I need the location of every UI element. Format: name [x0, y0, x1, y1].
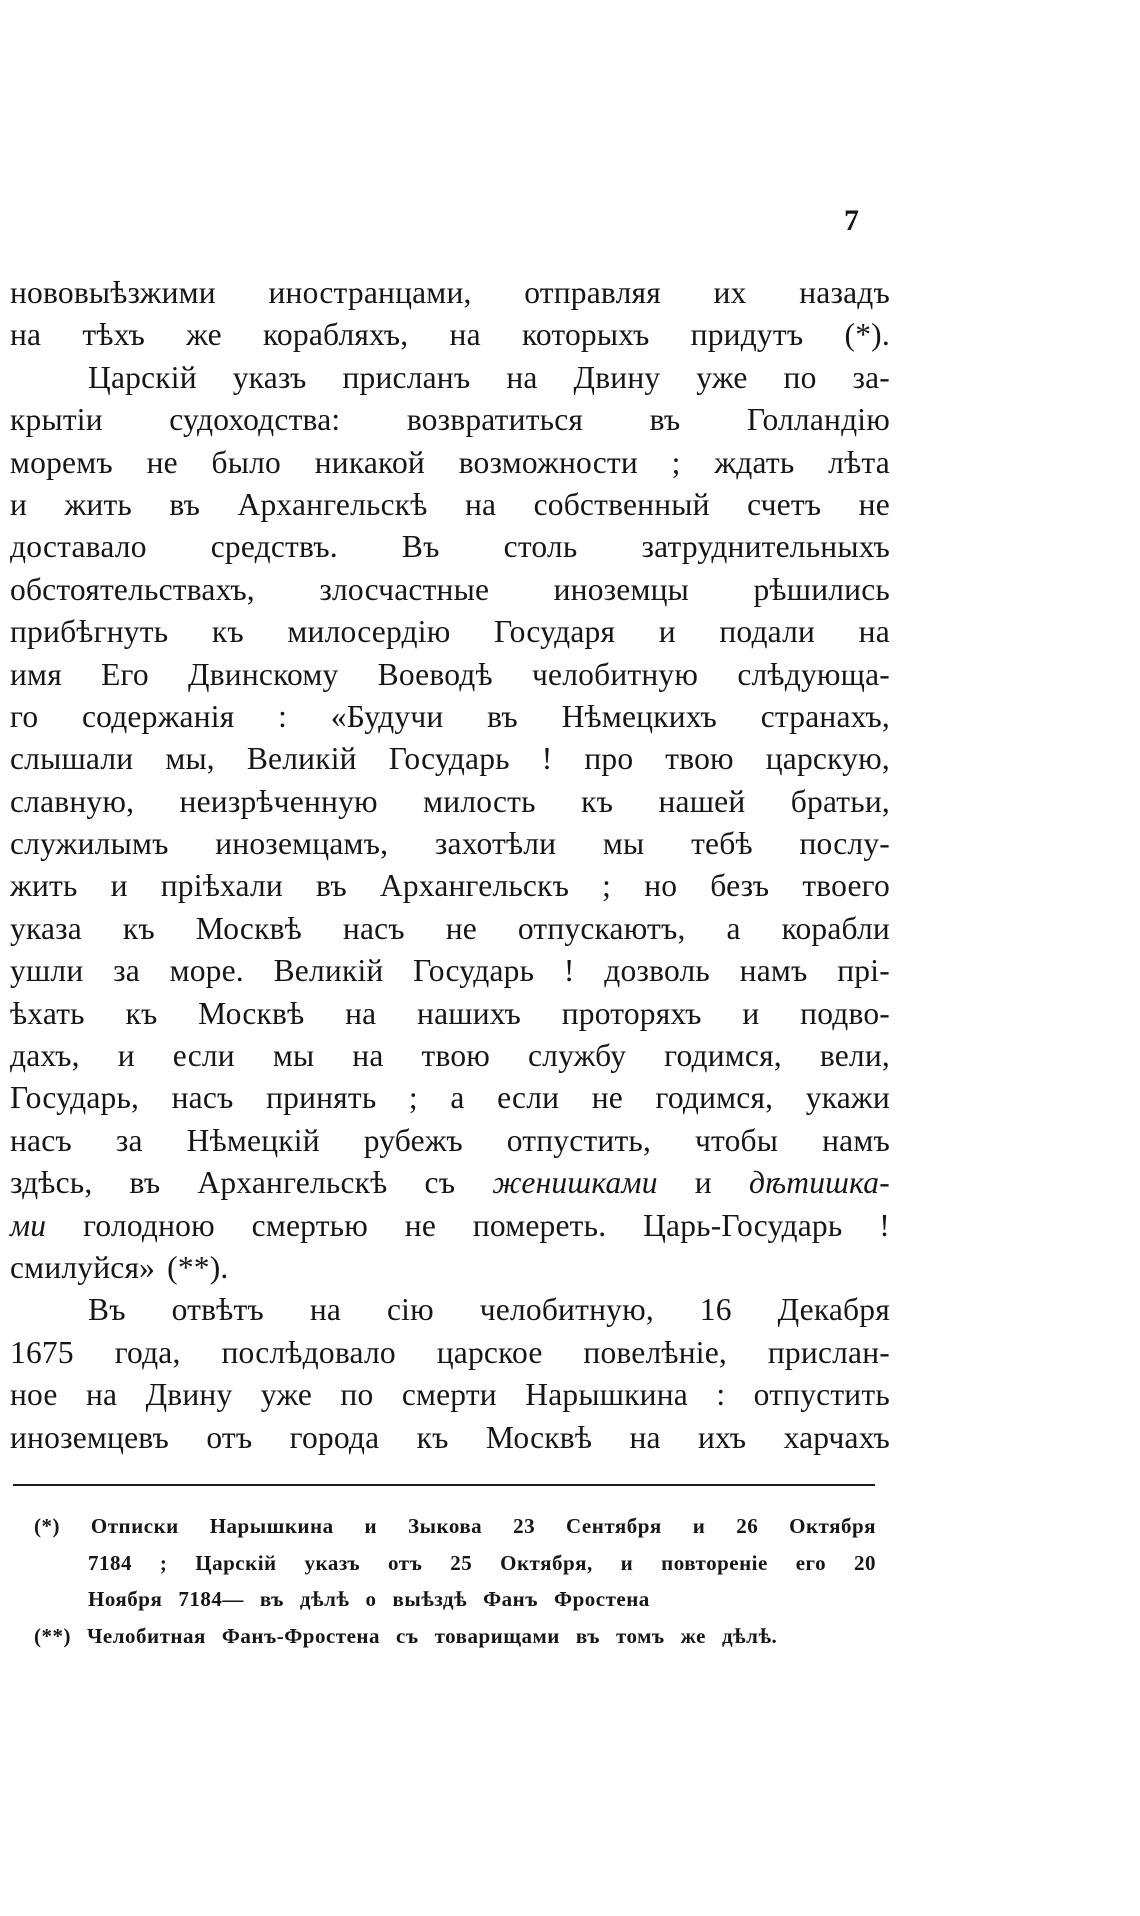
- text-line: [10, 1035, 890, 1077]
- word: годимся,: [655, 1080, 774, 1116]
- text-line: [10, 399, 890, 441]
- footnote-word: томъ: [615, 1623, 665, 1648]
- word: Нарышкина: [525, 1377, 688, 1413]
- word: подали: [719, 614, 816, 650]
- text-line: [10, 1374, 890, 1416]
- word: Архангельскѣ: [237, 486, 428, 522]
- footnote-word: указъ: [304, 1550, 361, 1575]
- word: послу-: [799, 826, 890, 862]
- footnote-word: Фанъ-Фростена: [221, 1623, 381, 1648]
- word: никакой: [314, 444, 425, 480]
- word: твою: [665, 741, 734, 777]
- word: къ: [122, 910, 155, 946]
- word: на: [10, 317, 42, 353]
- word: повелѣніе,: [583, 1334, 727, 1370]
- footnote-word: выѣздѣ: [392, 1587, 468, 1611]
- word: ушли: [10, 953, 84, 989]
- text-line: [10, 1077, 890, 1119]
- text-line: [10, 1417, 890, 1459]
- text-line: [10, 1289, 890, 1331]
- word: пріѣхали: [160, 868, 283, 904]
- word: отъ: [206, 1419, 253, 1455]
- page-number: 7: [844, 204, 859, 237]
- footnote-word: отъ: [388, 1550, 423, 1575]
- footnote-word: же: [680, 1623, 706, 1648]
- word: отпускаютъ,: [517, 910, 686, 946]
- word: милость: [423, 783, 536, 819]
- word: насъ: [171, 1080, 234, 1116]
- word: корабли: [781, 910, 890, 946]
- word: отпустить,: [506, 1122, 652, 1158]
- word: на: [85, 1377, 118, 1413]
- word: сію: [386, 1292, 434, 1328]
- word: отпустить: [753, 1377, 890, 1413]
- footnote-word: 25: [450, 1550, 473, 1575]
- text-line: [10, 357, 890, 399]
- word: странахъ,: [760, 698, 890, 734]
- word: Декабря: [777, 1292, 890, 1328]
- text-line: [10, 1120, 890, 1162]
- text-line: [10, 526, 890, 568]
- footnote-word: и: [620, 1550, 634, 1575]
- word: захотѣли: [434, 826, 557, 862]
- word: за: [115, 1122, 143, 1158]
- word: Нѣмецкій: [186, 1122, 320, 1158]
- word: харчахъ: [783, 1419, 890, 1455]
- word: средствъ.: [210, 529, 338, 565]
- text-line: [10, 696, 890, 738]
- word: укажи: [805, 1080, 890, 1116]
- word: къ: [211, 614, 244, 650]
- word: но: [644, 868, 678, 904]
- footnote-word: въ: [259, 1587, 284, 1611]
- text-line: [10, 654, 890, 696]
- footnote-line: [34, 1545, 876, 1582]
- word: Воеводѣ: [377, 656, 493, 692]
- text-line: [10, 611, 890, 653]
- word: рубежъ: [363, 1122, 463, 1158]
- footnote-word: 7184—: [178, 1587, 244, 1611]
- word: Архангельскъ: [379, 868, 570, 904]
- word: Двину: [573, 359, 661, 395]
- italic-word: дѣтишка-: [748, 1165, 890, 1201]
- word: слышали: [10, 741, 134, 777]
- word: Двину: [145, 1377, 233, 1413]
- word: Государя: [494, 614, 616, 650]
- word: ихъ: [698, 1419, 747, 1455]
- word: Великій: [273, 953, 384, 989]
- footnote-word: съ: [396, 1623, 419, 1648]
- word: нашихъ: [417, 995, 522, 1031]
- word: возможности: [458, 444, 638, 480]
- word: !: [563, 953, 575, 989]
- text-line: [10, 314, 890, 356]
- word: милосердію: [287, 614, 451, 650]
- word: на: [858, 614, 890, 650]
- word: го: [10, 698, 39, 734]
- footnote-word: Фанъ: [483, 1587, 539, 1611]
- word: не: [445, 910, 477, 946]
- word: Царь-Государь: [643, 1207, 843, 1243]
- text-line: [10, 1247, 890, 1289]
- word: на: [309, 1292, 342, 1328]
- word: на: [629, 1419, 661, 1455]
- word: ;: [671, 444, 681, 480]
- word: насъ: [10, 1122, 72, 1158]
- word: принять: [266, 1080, 377, 1116]
- word: :: [278, 698, 288, 734]
- word: и: [117, 1038, 135, 1074]
- word: Государь: [413, 953, 535, 989]
- word: жить: [64, 486, 132, 522]
- footnote-word: ;: [159, 1550, 168, 1575]
- word: придутъ: [690, 317, 804, 353]
- word: затруднительныхъ: [641, 529, 890, 565]
- footnote-word: (*): [34, 1514, 60, 1538]
- word: море.: [169, 953, 244, 989]
- word: иноземцамъ,: [215, 826, 389, 862]
- word: ;: [408, 1080, 418, 1116]
- footnote-line: [34, 1618, 876, 1655]
- word: а: [726, 910, 741, 946]
- word: въ: [129, 1165, 161, 1201]
- word: за-: [852, 359, 890, 395]
- footnote-line: [34, 1508, 876, 1545]
- word: въ: [169, 486, 201, 522]
- word: прі-: [837, 953, 890, 989]
- word: въ: [487, 698, 518, 734]
- footnotes: [34, 1508, 876, 1654]
- word: столь: [503, 529, 578, 565]
- word: и: [110, 868, 128, 904]
- word: слѣдующа-: [737, 656, 890, 692]
- word: жить: [10, 868, 78, 904]
- footnote-word: товарищами: [434, 1623, 560, 1648]
- word: корабляхъ,: [263, 317, 409, 353]
- word: твоего: [802, 868, 890, 904]
- word: на: [506, 359, 538, 395]
- footnote-word: 23: [513, 1514, 536, 1538]
- word: назадъ: [799, 275, 890, 310]
- word: ѣхать: [10, 995, 85, 1031]
- text-line: [10, 823, 890, 865]
- word: къ: [581, 783, 614, 819]
- footnote-word: Фростена: [554, 1587, 650, 1611]
- word: не: [591, 1080, 623, 1116]
- word: злосчастные: [319, 571, 490, 607]
- footnote-word: 7184: [88, 1550, 132, 1575]
- text-line: [10, 272, 890, 314]
- word: неизрѣченную: [179, 783, 378, 819]
- word: доставало: [10, 529, 147, 565]
- word: содержанія: [81, 698, 235, 734]
- footnote-word: Царскій: [195, 1550, 277, 1575]
- word: и: [658, 614, 676, 650]
- word: смертью: [251, 1207, 368, 1243]
- word: а: [450, 1080, 465, 1116]
- word: Нѣмецкихъ: [561, 698, 718, 734]
- word: голодною: [83, 1207, 215, 1243]
- word: за: [113, 953, 140, 989]
- word: моремъ: [10, 444, 113, 480]
- word: которыхъ: [521, 317, 650, 353]
- word: намъ: [822, 1122, 890, 1158]
- word: имя: [10, 656, 62, 692]
- word: не: [146, 444, 178, 480]
- word: судоходства:: [169, 402, 341, 438]
- word: отвѣтъ: [171, 1292, 264, 1328]
- word: славную,: [10, 783, 135, 819]
- word: (**).: [167, 1249, 229, 1285]
- word: Въ: [88, 1292, 126, 1328]
- word: 16: [699, 1292, 732, 1328]
- text-line: [10, 781, 890, 823]
- text-line: [10, 484, 890, 526]
- word: смилуйся»: [10, 1249, 156, 1285]
- footnote-word: и: [692, 1514, 706, 1538]
- word: на: [464, 486, 497, 522]
- word: Двинскому: [188, 656, 339, 692]
- word: царскую,: [765, 741, 890, 777]
- word: на: [345, 995, 377, 1031]
- italic-word: ми: [10, 1207, 47, 1243]
- word: къ: [125, 995, 158, 1031]
- word: не: [858, 486, 890, 522]
- word: (*).: [844, 317, 890, 353]
- word: Его: [101, 656, 149, 692]
- word: намъ: [739, 953, 808, 989]
- footnote-word: (**): [34, 1623, 71, 1648]
- word: :: [716, 1377, 726, 1413]
- footnote-word: Октября,: [500, 1550, 593, 1575]
- word: Въ: [401, 529, 440, 565]
- word: собственный: [533, 486, 710, 522]
- word: служилымъ: [10, 826, 169, 862]
- word: иноземцы: [553, 571, 690, 607]
- word: въ: [649, 402, 681, 438]
- word: чтобы: [695, 1122, 779, 1158]
- word: года,: [114, 1334, 181, 1370]
- text-line: [10, 950, 890, 992]
- word: безъ: [710, 868, 770, 904]
- word: ;: [602, 868, 612, 904]
- word: здѣсь,: [10, 1165, 93, 1201]
- word: «Будучи: [330, 698, 444, 734]
- word: подво-: [800, 995, 890, 1031]
- word: челобитную,: [479, 1292, 654, 1328]
- footnote-word: Нарышкина: [209, 1514, 334, 1538]
- word: счетъ: [747, 486, 822, 522]
- word: же: [186, 317, 222, 353]
- footnote-word: Челобитная: [87, 1623, 206, 1648]
- word: и: [694, 1165, 712, 1201]
- footnote-word: 20: [853, 1550, 876, 1575]
- word: мы: [602, 826, 645, 862]
- word: про: [584, 741, 634, 777]
- word: съ: [424, 1165, 456, 1201]
- word: иностранцами,: [268, 275, 472, 310]
- word: твою: [421, 1038, 491, 1074]
- footnote-word: Сентября: [565, 1514, 662, 1538]
- footnote-word: повтореніе: [661, 1550, 768, 1575]
- word: прибѣгнуть: [10, 614, 169, 650]
- footnote-word: дѣлѣ.: [721, 1623, 778, 1648]
- word: мы: [272, 1038, 315, 1074]
- word: дозволь: [604, 953, 710, 989]
- body-text: [10, 272, 890, 1459]
- word: иноземцевъ: [10, 1419, 170, 1455]
- word: тѣхъ: [82, 317, 145, 353]
- word: по: [340, 1377, 374, 1413]
- word: было: [211, 444, 281, 480]
- text-line: [10, 908, 890, 950]
- word: указа: [10, 910, 82, 946]
- word: къ: [416, 1419, 449, 1455]
- word: годимся,: [664, 1038, 782, 1074]
- word: присланъ: [342, 359, 471, 395]
- word: !: [879, 1207, 890, 1243]
- word: Архангельскѣ: [197, 1165, 388, 1201]
- word: возвратиться: [406, 402, 584, 438]
- word: если: [172, 1038, 235, 1074]
- word: крытіи: [10, 402, 103, 438]
- word: царское: [436, 1334, 543, 1370]
- footnote-word: въ: [575, 1623, 600, 1648]
- word: указъ: [232, 359, 307, 395]
- footnote-word: Зыкова: [408, 1514, 483, 1538]
- word: челобитную: [532, 656, 699, 692]
- footnote-word: дѣлѣ: [299, 1587, 350, 1611]
- italic-word: женишками: [492, 1165, 658, 1201]
- word: по: [783, 359, 817, 395]
- word: их: [713, 275, 747, 310]
- word: послѣдовало: [221, 1334, 396, 1370]
- footnote-word: и: [364, 1514, 378, 1538]
- text-line: [10, 738, 890, 780]
- word: не: [404, 1207, 437, 1243]
- text-line: [10, 1205, 890, 1247]
- word: нововыѣзжими: [10, 275, 216, 310]
- word: насъ: [342, 910, 405, 946]
- word: и: [10, 486, 28, 522]
- footnote-word: о: [365, 1587, 377, 1611]
- word: на: [352, 1038, 384, 1074]
- word: помереть.: [472, 1207, 607, 1243]
- word: уже: [696, 359, 748, 395]
- word: рѣшились: [753, 571, 890, 607]
- word: на: [449, 317, 481, 353]
- word: уже: [260, 1377, 313, 1413]
- word: и: [742, 995, 760, 1031]
- word: обстоятельствахъ,: [10, 571, 255, 607]
- word: Голландію: [746, 402, 890, 438]
- word: братьи,: [790, 783, 890, 819]
- word: ное: [10, 1377, 58, 1413]
- word: Москвѣ: [195, 910, 302, 946]
- word: службу: [528, 1038, 627, 1074]
- word: 1675: [10, 1334, 74, 1370]
- footnote-word: Ноября: [88, 1587, 163, 1611]
- footnote-line: [34, 1581, 876, 1618]
- word: Великій: [246, 741, 357, 777]
- word: проторяхъ: [561, 995, 702, 1031]
- footnote-word: 26: [736, 1514, 759, 1538]
- word: отправляя: [524, 275, 661, 310]
- text-line: [10, 1332, 890, 1374]
- footnote-divider: [13, 1484, 875, 1486]
- word: тебѣ: [691, 826, 753, 862]
- word: дахъ,: [10, 1038, 80, 1074]
- word: прислан-: [767, 1334, 890, 1370]
- text-line: [10, 865, 890, 907]
- word: города: [289, 1419, 380, 1455]
- footnote-word: Отписки: [90, 1514, 179, 1538]
- word: Государь: [388, 741, 510, 777]
- word: нашей: [658, 783, 746, 819]
- word: Царскій: [88, 359, 197, 395]
- word: ждать: [714, 444, 795, 480]
- word: лѣта: [828, 444, 890, 480]
- word: вели,: [819, 1038, 890, 1074]
- word: въ: [316, 868, 347, 904]
- word: Государь,: [10, 1080, 140, 1116]
- text-line: [10, 993, 890, 1035]
- word: Москвѣ: [198, 995, 305, 1031]
- word: Москвѣ: [485, 1419, 593, 1455]
- text-line: [10, 1162, 890, 1204]
- text-line: [10, 442, 890, 484]
- word: !: [541, 741, 553, 777]
- text-line: [10, 569, 890, 611]
- footnote-word: его: [795, 1550, 827, 1575]
- word: смерти: [401, 1377, 497, 1413]
- word: мы,: [165, 741, 215, 777]
- word: если: [497, 1080, 560, 1116]
- footnote-word: Октября: [789, 1514, 876, 1538]
